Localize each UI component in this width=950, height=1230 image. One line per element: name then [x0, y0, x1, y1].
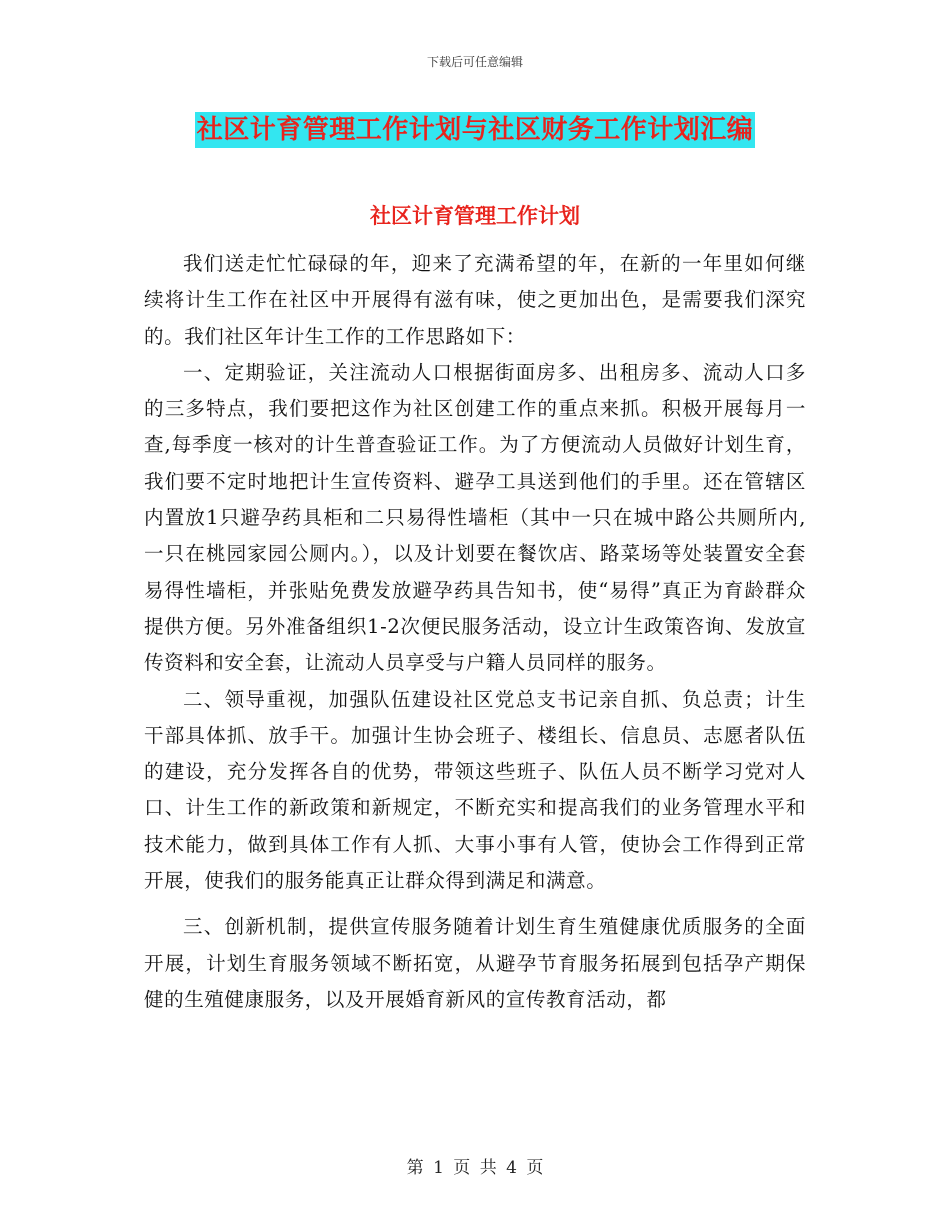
document-title-container — [0, 112, 950, 148]
page-number-footer: 第 1 页 共 4 页 — [406, 1158, 544, 1178]
document-body — [144, 246, 806, 1018]
paragraph-point-2: 二、领导重视，加强队伍建设社区党总支书记亲自抓、负总责；计生干部具体抓、放手干。加强计生协会班子、楼组长、信息员、志愿者队伍的建设，充分发挥各自的优势，带领这些班子、队伍人员不断学习党对人口、计生工作的新政策和新规定，不断充实和提高我们的业务管理水平和技术能力，做到具体工作有人抓、大事小事有人管，使协会工作得到正常开展，使我们的服务能真正让群众得到满足和满意。 — [144, 687, 806, 893]
document-title: 社区计育管理工作计划与社区财务工作计划汇编 — [195, 112, 756, 148]
paragraph-point-3: 三、创新机制，提供宣传服务随着计划生育生殖健康优质服务的全面开展，计划生育服务领域不断拓宽，从避孕节育服务拓展到包括孕产期保健的生殖健康服务，以及开展婚育新风的宣传教育活动，都 — [144, 915, 806, 1011]
paragraph-intro: 我们送走忙忙碌碌的年，迎来了充满希望的年，在新的一年里如何继续将计生工作在社区中开展得有滋有味，使之更加出色，是需要我们深究的。我们社区年计生工作的工作思路如下： — [144, 252, 806, 348]
page-header-note: 下载后可任意编辑 — [426, 55, 523, 69]
section-title: 社区计育管理工作计划 — [370, 203, 580, 228]
paragraph-point-1: 一、定期验证，关注流动人口根据街面房多、出租房多、流动人口多的三多特点，我们要把这作为社区创建工作的重点来抓。积极开展每月一查,每季度一核对的计生普查验证工作。为了方便流动人员做好计划生育，我们要不定时地把计生宣传资料、避孕工具送到他们的手里。还在管辖区内置放1只避孕药具柜和二只易得性墙柜（其中一只在城中路公共厕所内,一只在桃园家园公厕内。），以及计划要在餐饮店、路菜场等处装置安全套易得性墙柜，并张贴免费发放避孕药具告知书，使“易得”真正为育龄群众提供方便。另外准备组织1-2次便民服务活动，设立计生政策咨询、发放宣传资料和安全套，让流动人员享受与户籍人员同样的服务。 — [144, 360, 806, 675]
